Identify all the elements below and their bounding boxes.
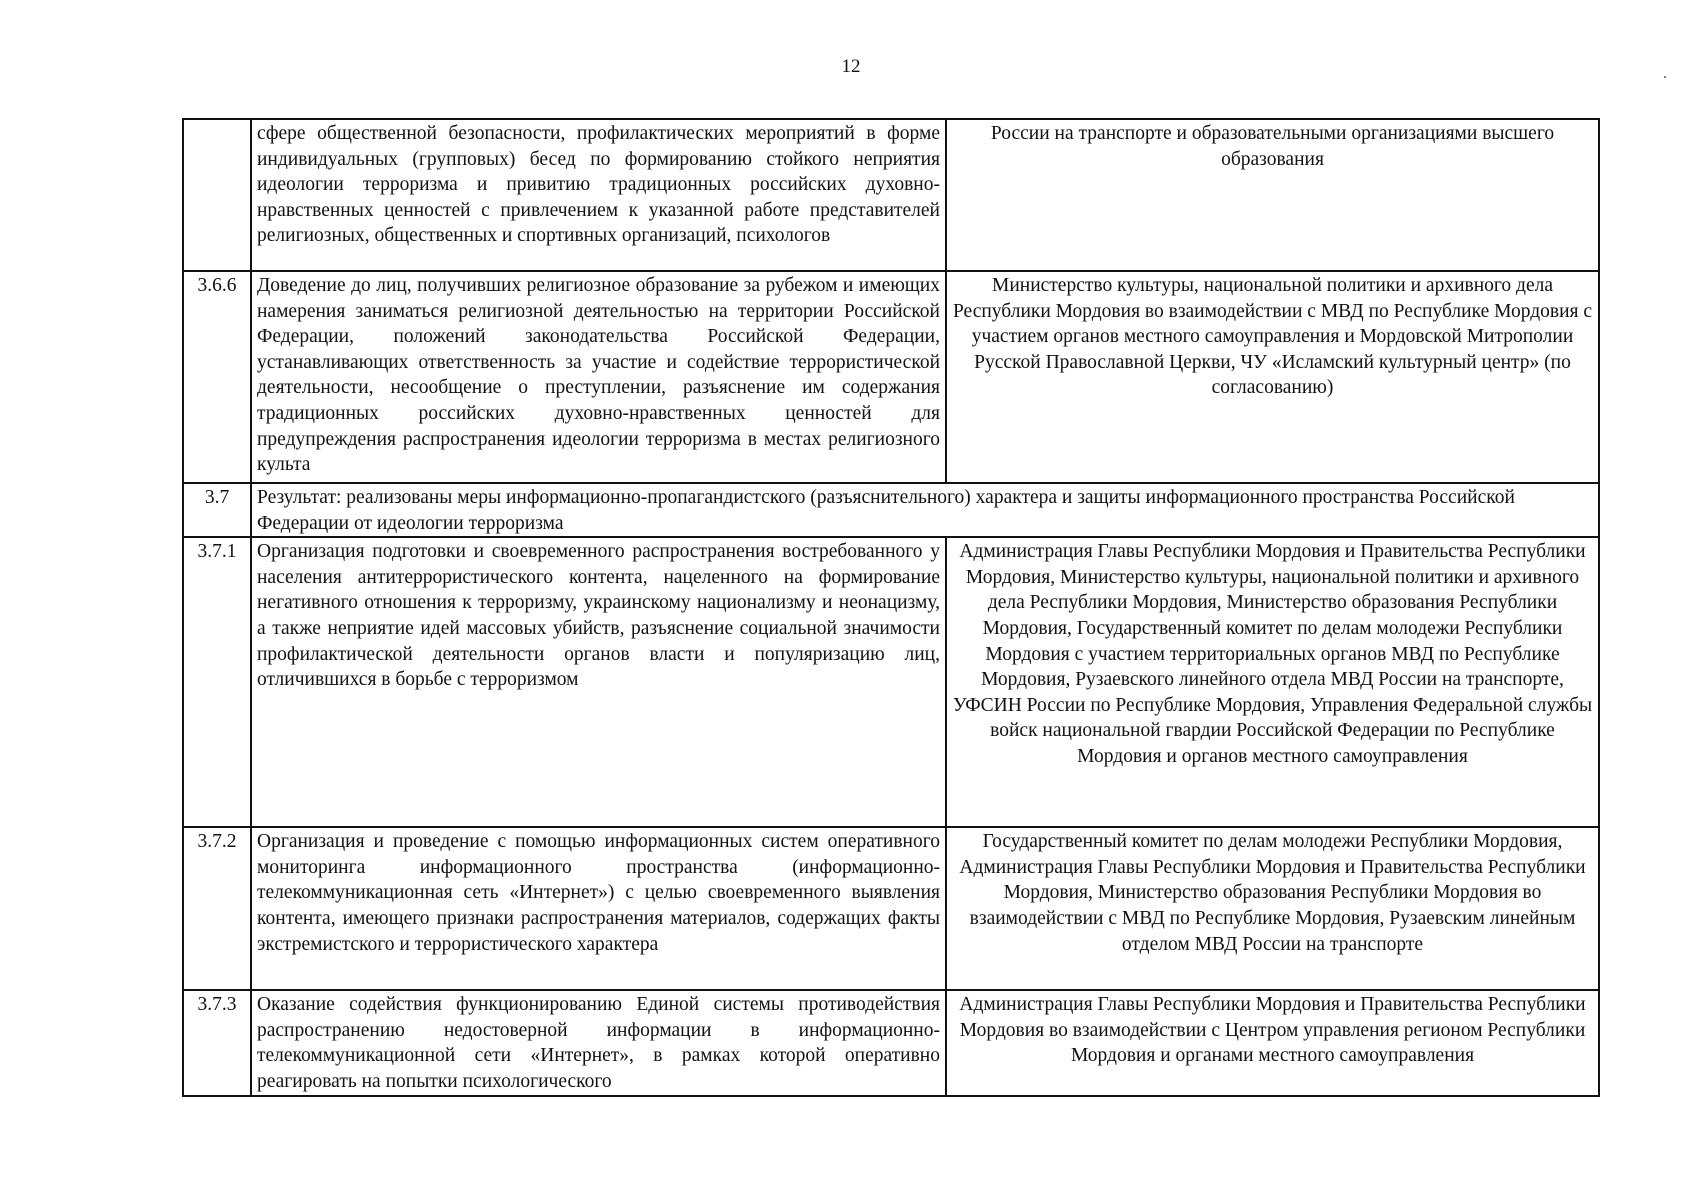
row-number: 3.7 bbox=[183, 483, 251, 537]
result-text: Результат: реализованы меры информационно-пропагандистского (разъяснительного) характера и защиты информационного пространства Российской Федерации от идеологии терроризма bbox=[251, 483, 1599, 537]
row-number: 3.7.3 bbox=[183, 990, 251, 1095]
measure-description: Оказание содействия функционированию Единой системы противодействия распространению недостоверной информации в информационно-телекоммуникационной сети «Интернет», в рамках которой оперативно реагировать на попытки психологического bbox=[251, 990, 946, 1095]
responsible-parties: Администрация Главы Республики Мордовия и Правительства Республики Мордовия во взаимодействии с Центром управления регионом Республики Мордовия и органами местного самоуправления bbox=[946, 990, 1599, 1095]
row-number: 3.7.1 bbox=[183, 537, 251, 827]
table-row bbox=[183, 119, 1599, 271]
row-number: 3.6.6 bbox=[183, 271, 251, 483]
result-row bbox=[183, 483, 1599, 537]
responsible-parties: Администрация Главы Республики Мордовия и Правительства Республики Мордовия, Министерство культуры, национальной политики и архивного дела Республики Мордовия, Министерство образования Республики Мордовия, Государственный комитет по делам молодежи Республики Мордовия с участием территориальных органов МВД по Республике Мордовия, Рузаевского линейного отдела МВД России на транспорте, УФСИН России по Республике Мордовия, Управления Федеральной службы войск национальной гвардии Российской Федерации по Республике Мордовия и органов местного самоуправления bbox=[946, 537, 1599, 827]
table-row bbox=[183, 827, 1599, 990]
measure-description: сфере общественной безопасности, профилактических мероприятий в форме индивидуальных (групповых) бесед по формированию стойкого неприятия идеологии терроризма и привитию традиционных российских духовно-нравственных ценностей с привлечением к указанной работе представителей религиозных, общественных и спортивных организаций, психологов bbox=[251, 119, 946, 271]
scan-speck bbox=[1664, 76, 1666, 78]
table-row bbox=[183, 271, 1599, 483]
row-number bbox=[183, 119, 251, 271]
page-number: 12 bbox=[841, 56, 861, 77]
responsible-parties: России на транспорте и образовательными организациями высшего образования bbox=[946, 119, 1599, 271]
measure-description: Организация подготовки и своевременного распространения востребованного у населения антитеррористического контента, нацеленного на формирование негативного отношения к терроризму, украинскому национализму и неонацизму, а также неприятие идей массовых убийств, разъяснение социальной значимости профилактической деятельности органов власти и популяризацию лиц, отличившихся в борьбе с терроризмом bbox=[251, 537, 946, 827]
measures-table bbox=[182, 118, 1600, 1097]
table-row bbox=[183, 537, 1599, 827]
row-number: 3.7.2 bbox=[183, 827, 251, 990]
responsible-parties: Государственный комитет по делам молодежи Республики Мордовия, Администрация Главы Республики Мордовия и Правительства Республики Мордовия, Министерство образования Республики Мордовия во взаимодействии с МВД по Республике Мордовия, Рузаевским линейным отделом МВД России на транспорте bbox=[946, 827, 1599, 990]
measure-description: Организация и проведение с помощью информационных систем оперативного мониторинга информационного пространства (информационно-телекоммуникационная сеть «Интернет») с целью своевременного выявления контента, имеющего признаки распространения материалов, содержащих факты экстремистского и террористического характера bbox=[251, 827, 946, 990]
responsible-parties: Министерство культуры, национальной политики и архивного дела Республики Мордовия во взаимодействии с МВД по Республике Мордовия с участием органов местного самоуправления и Мордовской Митрополии Русской Православной Церкви, ЧУ «Исламский культурный центр» (по согласованию) bbox=[946, 271, 1599, 483]
measure-description: Доведение до лиц, получивших религиозное образование за рубежом и имеющих намерения заниматься религиозной деятельностью на территории Российской Федерации, положений законодательства Российской Федерации, устанавливающих ответственность за участие и содействие террористической деятельности, несообщение о преступлении, разъяснение им содержания традиционных российских духовно-нравственных ценностей для предупреждения распространения идеологии терроризма в местах религиозного культа bbox=[251, 271, 946, 483]
table-row bbox=[183, 990, 1599, 1095]
